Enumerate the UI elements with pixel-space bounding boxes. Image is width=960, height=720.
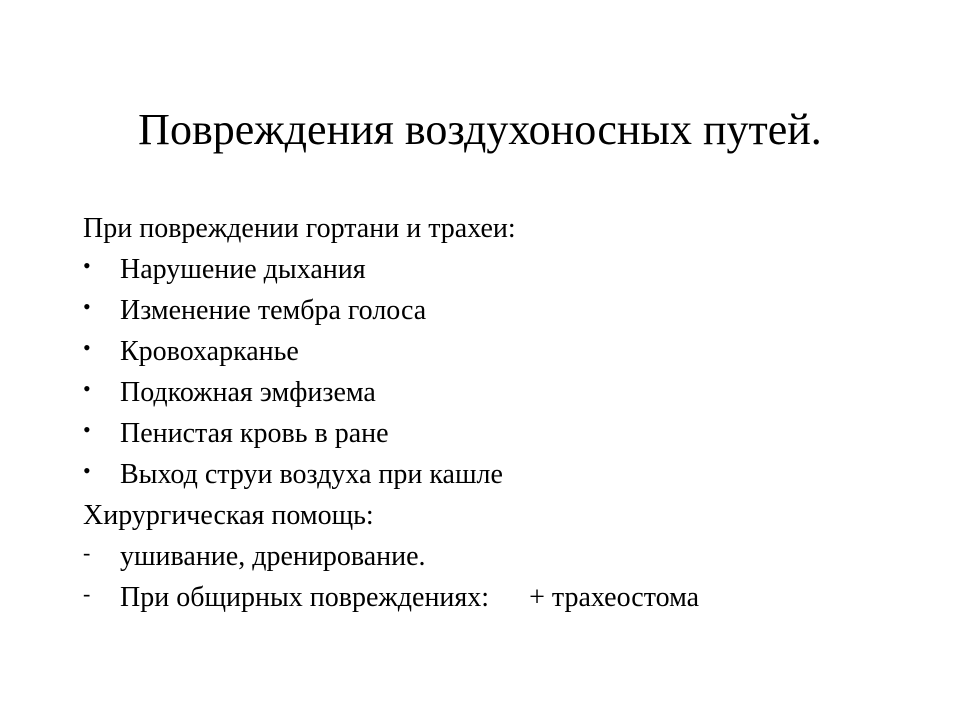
bullet-icon: • — [83, 376, 91, 401]
list-item-text: Выход струи воздуха при кашле — [120, 459, 503, 490]
bullet-icon: • — [83, 458, 91, 483]
section-heading-larynx-trachea: При повреждении гортани и трахеи: — [83, 213, 516, 244]
list-item-text: Подкожная эмфизема — [120, 377, 376, 408]
section-heading-surgical-help: Хирургическая помощь: — [83, 500, 374, 531]
bullet-icon: • — [83, 417, 91, 442]
list-item — [83, 577, 903, 618]
list-item-text: Пенистая кровь в ране — [120, 418, 389, 449]
bullet-icon: • — [83, 253, 91, 278]
list-item — [83, 413, 903, 454]
list-item — [83, 454, 903, 495]
list-item-text: Изменение тембра голоса — [120, 295, 427, 326]
dash-icon: - — [83, 581, 91, 606]
list-item — [83, 536, 903, 577]
bullet-icon: • — [83, 294, 91, 319]
slide-title: Повреждения воздухоносных путей. — [138, 105, 822, 154]
slide-body — [83, 208, 903, 618]
list-item-text: Кровохарканье — [120, 336, 299, 367]
list-item — [83, 290, 903, 331]
list-item-text: Нарушение дыхания — [120, 254, 366, 285]
list-item — [83, 372, 903, 413]
tracheostomy-note: + трахеостома — [529, 582, 700, 613]
list-item — [83, 249, 903, 290]
dash-icon: - — [83, 540, 91, 565]
list-item-text: ушивание, дренирование. — [120, 541, 426, 572]
list-item — [83, 331, 903, 372]
list-item-main-text: При общирных повреждениях: — [120, 582, 490, 613]
bullet-icon: • — [83, 335, 91, 360]
list-item-text — [120, 577, 699, 618]
